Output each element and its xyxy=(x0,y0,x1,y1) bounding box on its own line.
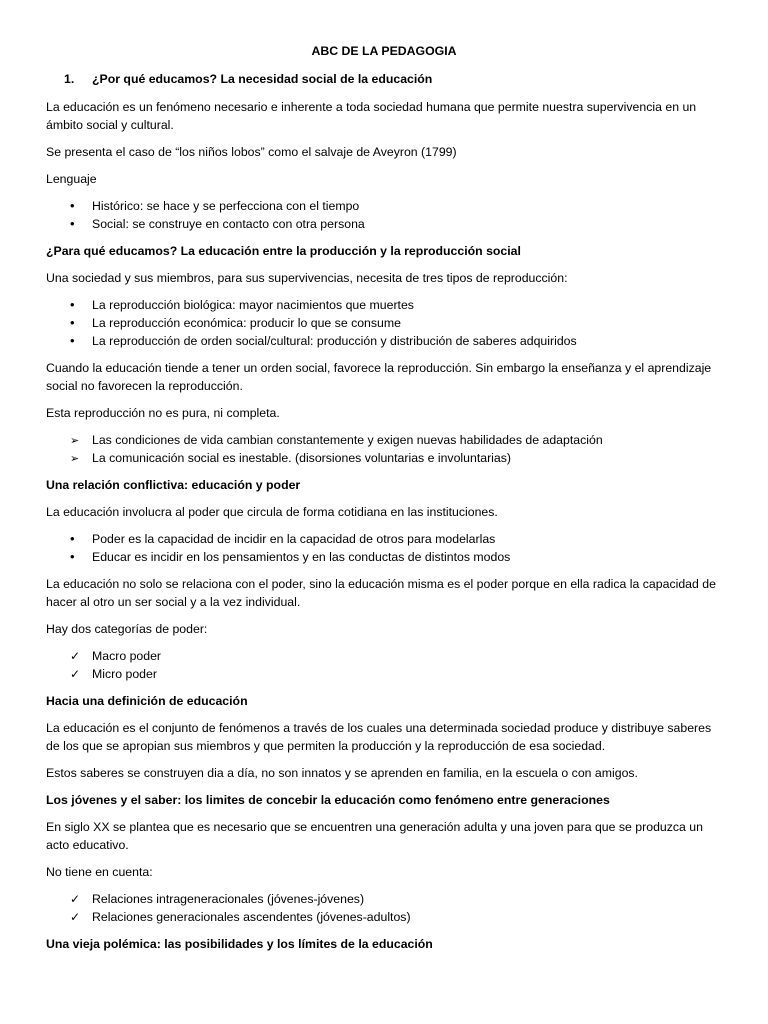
bullet-list-lenguaje xyxy=(46,197,722,233)
arrow-bullet-icon xyxy=(70,431,86,450)
paragraph: Una sociedad y sus miembros, para sus supervivencias, necesita de tres tipos de reproducción: xyxy=(46,271,568,285)
paragraph: No tiene en cuenta: xyxy=(46,865,153,879)
list-item xyxy=(46,647,722,665)
bullet-icon xyxy=(70,314,86,332)
check-list-categorias xyxy=(46,647,722,683)
list-item-text: Relaciones intrageneracionales (jóvenes-jóvenes) xyxy=(92,892,365,906)
section-heading-4: Hacia una definición de educación xyxy=(46,694,248,708)
list-item-text: Poder es la capacidad de incidir en la capacidad de otros para modelarlas xyxy=(92,532,496,546)
checkmark-icon xyxy=(70,908,86,926)
list-item-text: La comunicación social es inestable. (disorsiones voluntarias e involuntarias) xyxy=(92,451,511,465)
paragraph: Esta reproducción no es pura, ni completa. xyxy=(46,406,280,420)
section-heading-3: Una relación conflictiva: educación y poder xyxy=(46,478,301,492)
arrow-bullet-icon xyxy=(70,449,86,468)
bullet-icon xyxy=(70,197,86,215)
paragraph: Se presenta el caso de “los niños lobos” como el salvaje de Aveyron (1799) xyxy=(46,145,457,159)
list-item-text: Relaciones generacionales ascendentes (jóvenes-adultos) xyxy=(92,910,411,924)
bullet-icon xyxy=(70,548,86,566)
heading-number: 1. xyxy=(64,72,75,86)
list-item xyxy=(46,908,722,926)
bullet-list-reproduccion xyxy=(46,296,722,350)
arrow-list-pura xyxy=(46,431,722,467)
list-item-text: Macro poder xyxy=(92,649,162,663)
checkmark-icon xyxy=(70,890,86,908)
paragraph: La educación involucra al poder que circula de forma cotidiana en las instituciones. xyxy=(46,505,498,519)
section-heading-1 xyxy=(46,70,722,88)
list-item xyxy=(46,296,722,314)
section-heading-5: Los jóvenes y el saber: los limites de concebir la educación como fenómeno entre generaciones xyxy=(46,793,610,807)
bullet-icon xyxy=(70,332,86,350)
heading-text: ¿Por qué educamos? La necesidad social de la educación xyxy=(92,72,433,86)
paragraph: La educación no solo se relaciona con el poder, sino la educación misma es el poder porque en ella radica la capacidad de hacer al otro un ser social y a la vez individual. xyxy=(46,577,716,609)
list-item xyxy=(46,530,722,548)
section-heading-2: ¿Para qué educamos? La educación entre la producción y la reproducción social xyxy=(46,244,521,258)
checkmark-icon xyxy=(70,665,86,683)
bullet-icon xyxy=(70,215,86,233)
list-item xyxy=(46,197,722,215)
checkmark-icon xyxy=(70,647,86,665)
list-item-text: La reproducción de orden social/cultural: producción y distribución de saberes adquiridos xyxy=(92,334,577,348)
bullet-icon xyxy=(70,530,86,548)
list-item-text: Las condiciones de vida cambian constantemente y exigen nuevas habilidades de adaptación xyxy=(92,433,603,447)
list-item xyxy=(46,665,722,683)
list-item-text: Educar es incidir en los pensamientos y en las conductas de distintos modos xyxy=(92,550,511,564)
paragraph: Hay dos categorías de poder: xyxy=(46,622,208,636)
paragraph: Cuando la educación tiende a tener un orden social, favorece la reproducción. Sin embargo la enseñanza y el aprendizaje social no favorecen la reproducción. xyxy=(46,361,712,393)
list-item-text: La reproducción biológica: mayor nacimientos que muertes xyxy=(92,298,414,312)
paragraph: Lenguaje xyxy=(46,172,97,186)
paragraph: En siglo XX se plantea que es necesario que se encuentren una generación adulta y una joven para que se produzca un acto educativo. xyxy=(46,820,703,852)
list-item-text: Micro poder xyxy=(92,667,157,681)
check-list-cuenta xyxy=(46,890,722,926)
bullet-icon xyxy=(70,296,86,314)
list-item xyxy=(46,314,722,332)
paragraph: Estos saberes se construyen dia a día, no son innatos y se aprenden en familia, en la escuela o con amigos. xyxy=(46,766,638,780)
list-item xyxy=(46,431,722,449)
bullet-list-poder xyxy=(46,530,722,566)
list-item-text: Histórico: se hace y se perfecciona con el tiempo xyxy=(92,199,360,213)
document-title: ABC DE LA PEDAGOGIA xyxy=(311,44,457,58)
list-item xyxy=(46,890,722,908)
paragraph: La educación es un fenómeno necesario e inherente a toda sociedad humana que permite nuestra supervivencia en un ámbito social y cultural. xyxy=(46,100,697,132)
list-item xyxy=(46,215,722,233)
list-item xyxy=(46,449,722,467)
paragraph: La educación es el conjunto de fenómenos a través de los cuales una determinada sociedad produce y distribuye saberes de los que se apropian sus miembros y que permiten la producción y la reproducción de esa sociedad. xyxy=(46,721,712,753)
list-item xyxy=(46,548,722,566)
section-heading-6: Una vieja polémica: las posibilidades y los límites de la educación xyxy=(46,937,433,951)
list-item-text: La reproducción económica: producir lo que se consume xyxy=(92,316,401,330)
list-item-text: Social: se construye en contacto con otra persona xyxy=(92,217,365,231)
list-item xyxy=(46,332,722,350)
